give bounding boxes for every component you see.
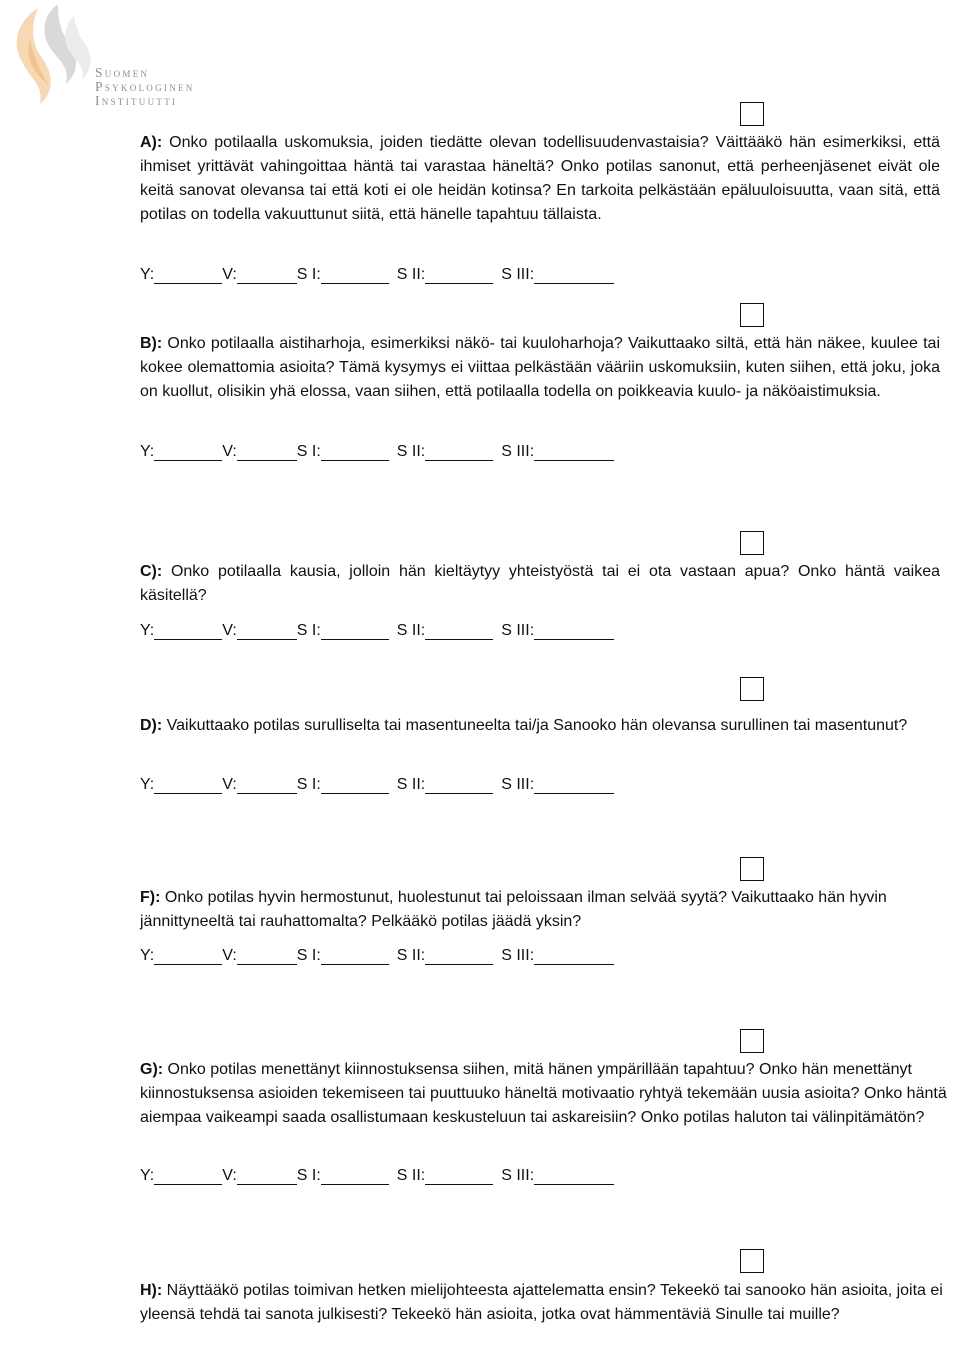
score-s3-label: S III: [501,947,535,964]
score-y-label: Y: [140,1167,155,1184]
question-c-label: C): [140,563,163,580]
question-c-body: Onko potilaalla kausia, jolloin hän kieltäytyy yhteistyöstä tai ei ota vastaan apua? Onko häntä vaikea käsitellä? [140,563,940,604]
score-y-label: Y: [140,622,155,639]
question-f [140,886,940,934]
score-s2-label: S II: [396,1167,426,1184]
score-s2-field[interactable] [425,444,493,461]
question-b-body: Onko potilaalla aistiharhoja, esimerkiksi näkö- tai kuuloharhoja? Vaikuttaako siltä, että hän näkee, kuulee tai kokee olemattomia asioita? Tämä kysymys ei viittaa pelkästään vääriin uskomuksiin, kuten siihen, että joku, joka on kuollut, olisikin yhä elossa, vaan siihen, että potilaalla todella on poikkeavia kuulo- ja näköaistimuksia. [140,335,940,400]
score-s2-label: S II: [396,622,426,639]
score-y-field[interactable] [154,267,222,284]
score-s3-label: S III: [501,776,535,793]
question-g [140,1058,947,1130]
question-f-score-row [140,943,614,965]
score-s2-field[interactable] [425,623,493,640]
question-f-label: F): [140,889,161,906]
score-s1-label: S I: [296,266,321,283]
score-v-field[interactable] [237,444,297,461]
question-h-checkbox[interactable] [740,1249,764,1273]
score-y-label: Y: [140,443,155,460]
question-a-label: A): [140,134,163,151]
score-s2-label: S II: [396,266,426,283]
question-b [140,332,940,404]
score-s3-label: S III: [501,266,535,283]
score-v-label: V: [222,443,237,460]
score-y-field[interactable] [154,444,222,461]
score-s1-field[interactable] [321,948,389,965]
logo-line-3: Instituutti [95,93,178,108]
score-s1-field[interactable] [321,777,389,794]
score-v-field[interactable] [237,948,297,965]
logo-wordmark [95,66,195,108]
score-s1-label: S I: [296,947,321,964]
score-v-label: V: [222,266,237,283]
question-d-checkbox[interactable] [740,677,764,701]
score-y-label: Y: [140,947,155,964]
question-a-body: Onko potilaalla uskomuksia, joiden tiedätte olevan todellisuudenvastaisia? Väittääkö hän esimerkiksi, että ihmiset yrittävät vahingoittaa häntä tai varastaa häneltä? Onko potilas sanonut, että perheenjäsenet eivät ole keitä sanovat olevansa tai että koti ei ole heidän kotinsa? En tarkoita pelkästään epäluuloisuutta, vaan sitä, että potilas on todella vakuuttunut siitä, että hänelle tapahtuu tällaista. [140,134,940,223]
question-b-text [140,332,940,404]
score-s3-field[interactable] [534,623,614,640]
question-h-body: Näyttääkö potilas toimivan hetken mielijohteesta ajattelematta ensin? Tekeekö tai sanooko hän asioita, joita ei yleensä tehdä tai sanota julkisesti? Tekeekö hän asioita, jotka ovat hämmentäviä Sinulle tai muille? [140,1282,943,1323]
score-s1-label: S I: [296,776,321,793]
score-v-field[interactable] [237,1168,297,1185]
question-b-score-row [140,439,614,461]
score-y-field[interactable] [154,623,222,640]
question-c-checkbox[interactable] [740,531,764,555]
question-a-score-row [140,262,614,284]
logo-line-1: Suomen [95,65,150,80]
question-d-label: D): [140,717,163,734]
score-v-field[interactable] [237,623,297,640]
score-s1-label: S I: [296,622,321,639]
score-v-label: V: [222,776,237,793]
question-h [140,1279,943,1327]
question-a [140,131,940,227]
score-y-field[interactable] [154,777,222,794]
question-h-text [140,1279,955,1327]
score-s3-label: S III: [501,443,535,460]
score-s3-label: S III: [501,1167,535,1184]
score-y-label: Y: [140,776,155,793]
score-s2-label: S II: [396,443,426,460]
score-s2-field[interactable] [425,267,493,284]
question-g-body: Onko potilas menettänyt kiinnostuksensa siihen, mitä hänen ympärillään tapahtuu? Onko hän menettänyt kiinnostuksensa asioiden tekemiseen tai puuttuuko häneltä motivaatio ryhtyä tekemään uusia asioita? Onko häntä aiempaa vaikeampi saada osallistumaan keskusteluun tai askareisiin? Onko potilas haluton tai välinpitämätön? [140,1061,947,1126]
score-s3-field[interactable] [534,267,614,284]
score-s1-field[interactable] [321,267,389,284]
score-s1-field[interactable] [321,623,389,640]
score-y-field[interactable] [154,1168,222,1185]
score-s3-label: S III: [501,622,535,639]
question-d [140,714,940,738]
score-s1-field[interactable] [321,1168,389,1185]
score-s1-label: S I: [296,443,321,460]
question-d-score-row [140,772,614,794]
score-y-label: Y: [140,266,155,283]
question-b-label: B): [140,335,163,352]
question-d-text [140,714,910,738]
score-s2-field[interactable] [425,1168,493,1185]
score-v-field[interactable] [237,777,297,794]
score-s1-label: S I: [296,1167,321,1184]
question-a-text [140,131,940,227]
score-v-label: V: [222,1167,237,1184]
score-v-label: V: [222,947,237,964]
institute-logo [0,0,230,120]
score-s2-field[interactable] [425,777,493,794]
score-y-field[interactable] [154,948,222,965]
score-s3-field[interactable] [534,1168,614,1185]
question-b-checkbox[interactable] [740,303,764,327]
question-f-body: Onko potilas hyvin hermostunut, huolestunut tai peloissaan ilman selvää syytä? Vaikuttaako hän hyvin jännittyneeltä tai rauhattomalta? Pelkääkö potilas jäädä yksin? [140,889,887,930]
score-s3-field[interactable] [534,777,614,794]
question-c-score-row [140,618,614,640]
question-c-text [140,560,940,608]
question-f-checkbox[interactable] [740,857,764,881]
logo-line-2: Psykologinen [95,79,195,94]
question-g-text [140,1058,950,1130]
score-s3-field[interactable] [534,948,614,965]
question-g-checkbox[interactable] [740,1029,764,1053]
question-g-score-row [140,1163,614,1185]
score-s2-field[interactable] [425,948,493,965]
score-s2-label: S II: [396,776,426,793]
question-a-checkbox[interactable] [740,102,764,126]
question-h-label: H): [140,1282,163,1299]
flame-logo-icon [0,0,100,120]
question-c [140,560,940,608]
question-d-body: Vaikuttaako potilas surulliselta tai masentuneelta tai/ja Sanooko hän olevansa surullinen tai masentunut? [162,717,908,734]
score-s1-field[interactable] [321,444,389,461]
question-f-text [140,886,935,934]
score-s2-label: S II: [396,947,426,964]
score-v-field[interactable] [237,267,297,284]
score-v-label: V: [222,622,237,639]
question-g-label: G): [140,1061,164,1078]
score-s3-field[interactable] [534,444,614,461]
